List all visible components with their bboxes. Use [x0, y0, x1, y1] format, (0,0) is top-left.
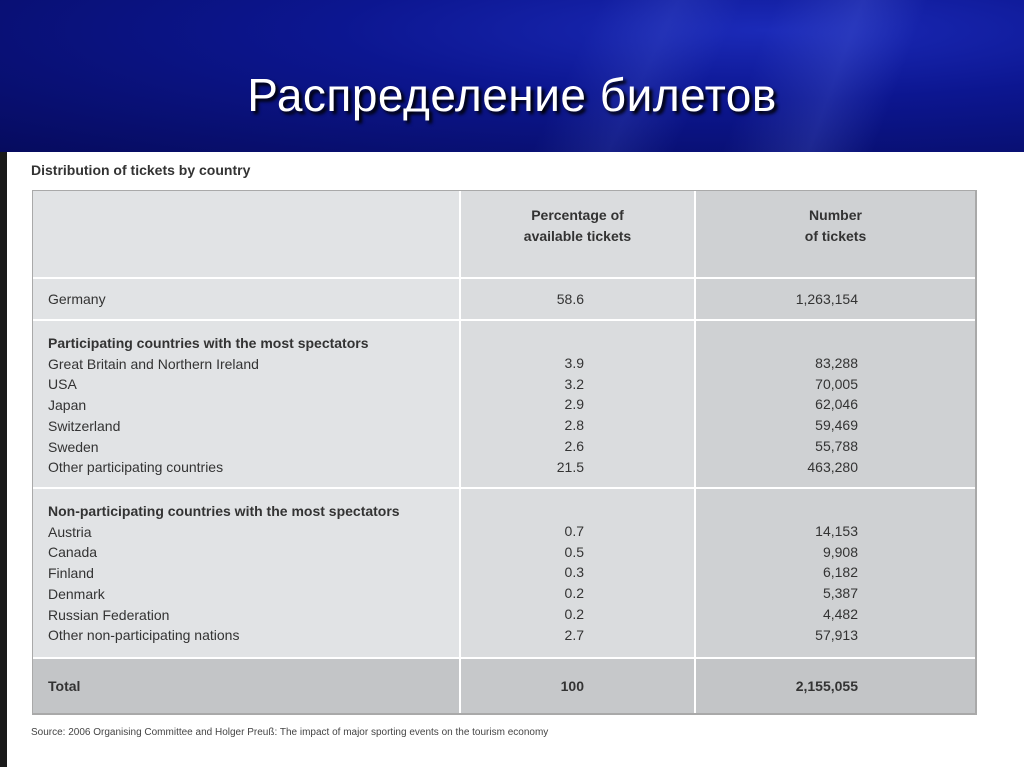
country-cell: Japan	[48, 397, 87, 414]
tickets-cell: 14,153	[815, 523, 858, 539]
tickets-cell: 1,263,154	[696, 279, 975, 319]
tickets-cell: 62,046	[815, 396, 858, 413]
percentage-cell: 0.2	[564, 585, 584, 602]
percentage-cell: 3.2	[564, 375, 584, 392]
tickets-cell: 6,182	[822, 564, 858, 581]
header-percentage: Percentage of available tickets	[461, 191, 696, 277]
percentage-cell: 58.6	[461, 279, 696, 319]
percentage-cell: 2.9	[564, 396, 584, 413]
table-caption: Distribution of tickets by country	[31, 162, 251, 178]
table-row-germany	[33, 279, 975, 321]
country-cell: Russian Federation	[48, 606, 170, 623]
tickets-cell: 57,913	[815, 626, 858, 643]
percentage-cell: 3.9	[564, 355, 584, 371]
slide-title: Распределение билетов	[247, 69, 777, 121]
country-cell: Austria	[48, 523, 92, 540]
slide-header	[0, 0, 1024, 152]
participating-group	[33, 321, 975, 489]
country-cell: Sweden	[48, 438, 99, 455]
tickets-cell: 55,788	[815, 437, 858, 454]
total-label: Total	[33, 659, 461, 713]
total-percentage: 100	[461, 659, 696, 713]
group-title: Participating countries with the most spectators	[48, 335, 369, 351]
percentage-cell: 2.8	[564, 417, 584, 434]
total-tickets: 2,155,055	[696, 659, 975, 713]
tickets-cell: 463,280	[807, 458, 858, 475]
tickets-cell: 83,288	[815, 355, 858, 371]
percentage-cell: 0.3	[564, 564, 584, 581]
tickets-cell: 4,482	[822, 605, 858, 622]
table-row-total	[33, 659, 975, 713]
source-note: Source: 2006 Organising Committee and Holger Preuß: The impact of major sporting events on the tourism economy	[31, 727, 549, 738]
country-cell: Denmark	[48, 585, 105, 602]
percentage-cell: 2.6	[564, 437, 584, 454]
country-cell: USA	[48, 376, 77, 393]
country-cell: Canada	[48, 544, 98, 561]
country-cell: Other participating countries	[48, 459, 224, 476]
group-title: Non-participating countries with the most spectators	[48, 503, 400, 519]
tickets-cell: 9,908	[822, 543, 858, 560]
country-cell: Germany	[33, 279, 461, 319]
non-participating-group	[33, 489, 975, 659]
tickets-cell: 59,469	[815, 417, 858, 434]
table-header-row	[33, 191, 975, 279]
percentage-cell: 0.7	[564, 523, 584, 539]
tickets-cell: 5,387	[822, 585, 858, 602]
percentage-cell: 0.2	[564, 605, 584, 622]
percentage-cell: 21.5	[556, 458, 584, 475]
country-cell: Switzerland	[48, 417, 121, 434]
country-cell: Finland	[48, 565, 94, 582]
percentage-cell: 2.7	[564, 626, 584, 643]
percentage-cell: 0.5	[564, 543, 584, 560]
header-country	[33, 191, 461, 277]
country-cell: Other non-participating nations	[48, 627, 240, 644]
tickets-cell: 70,005	[815, 375, 858, 392]
country-cell: Great Britain and Northern Ireland	[48, 355, 259, 372]
table-panel	[7, 152, 1024, 767]
header-tickets: Number of tickets	[696, 191, 975, 277]
distribution-table	[32, 190, 977, 715]
